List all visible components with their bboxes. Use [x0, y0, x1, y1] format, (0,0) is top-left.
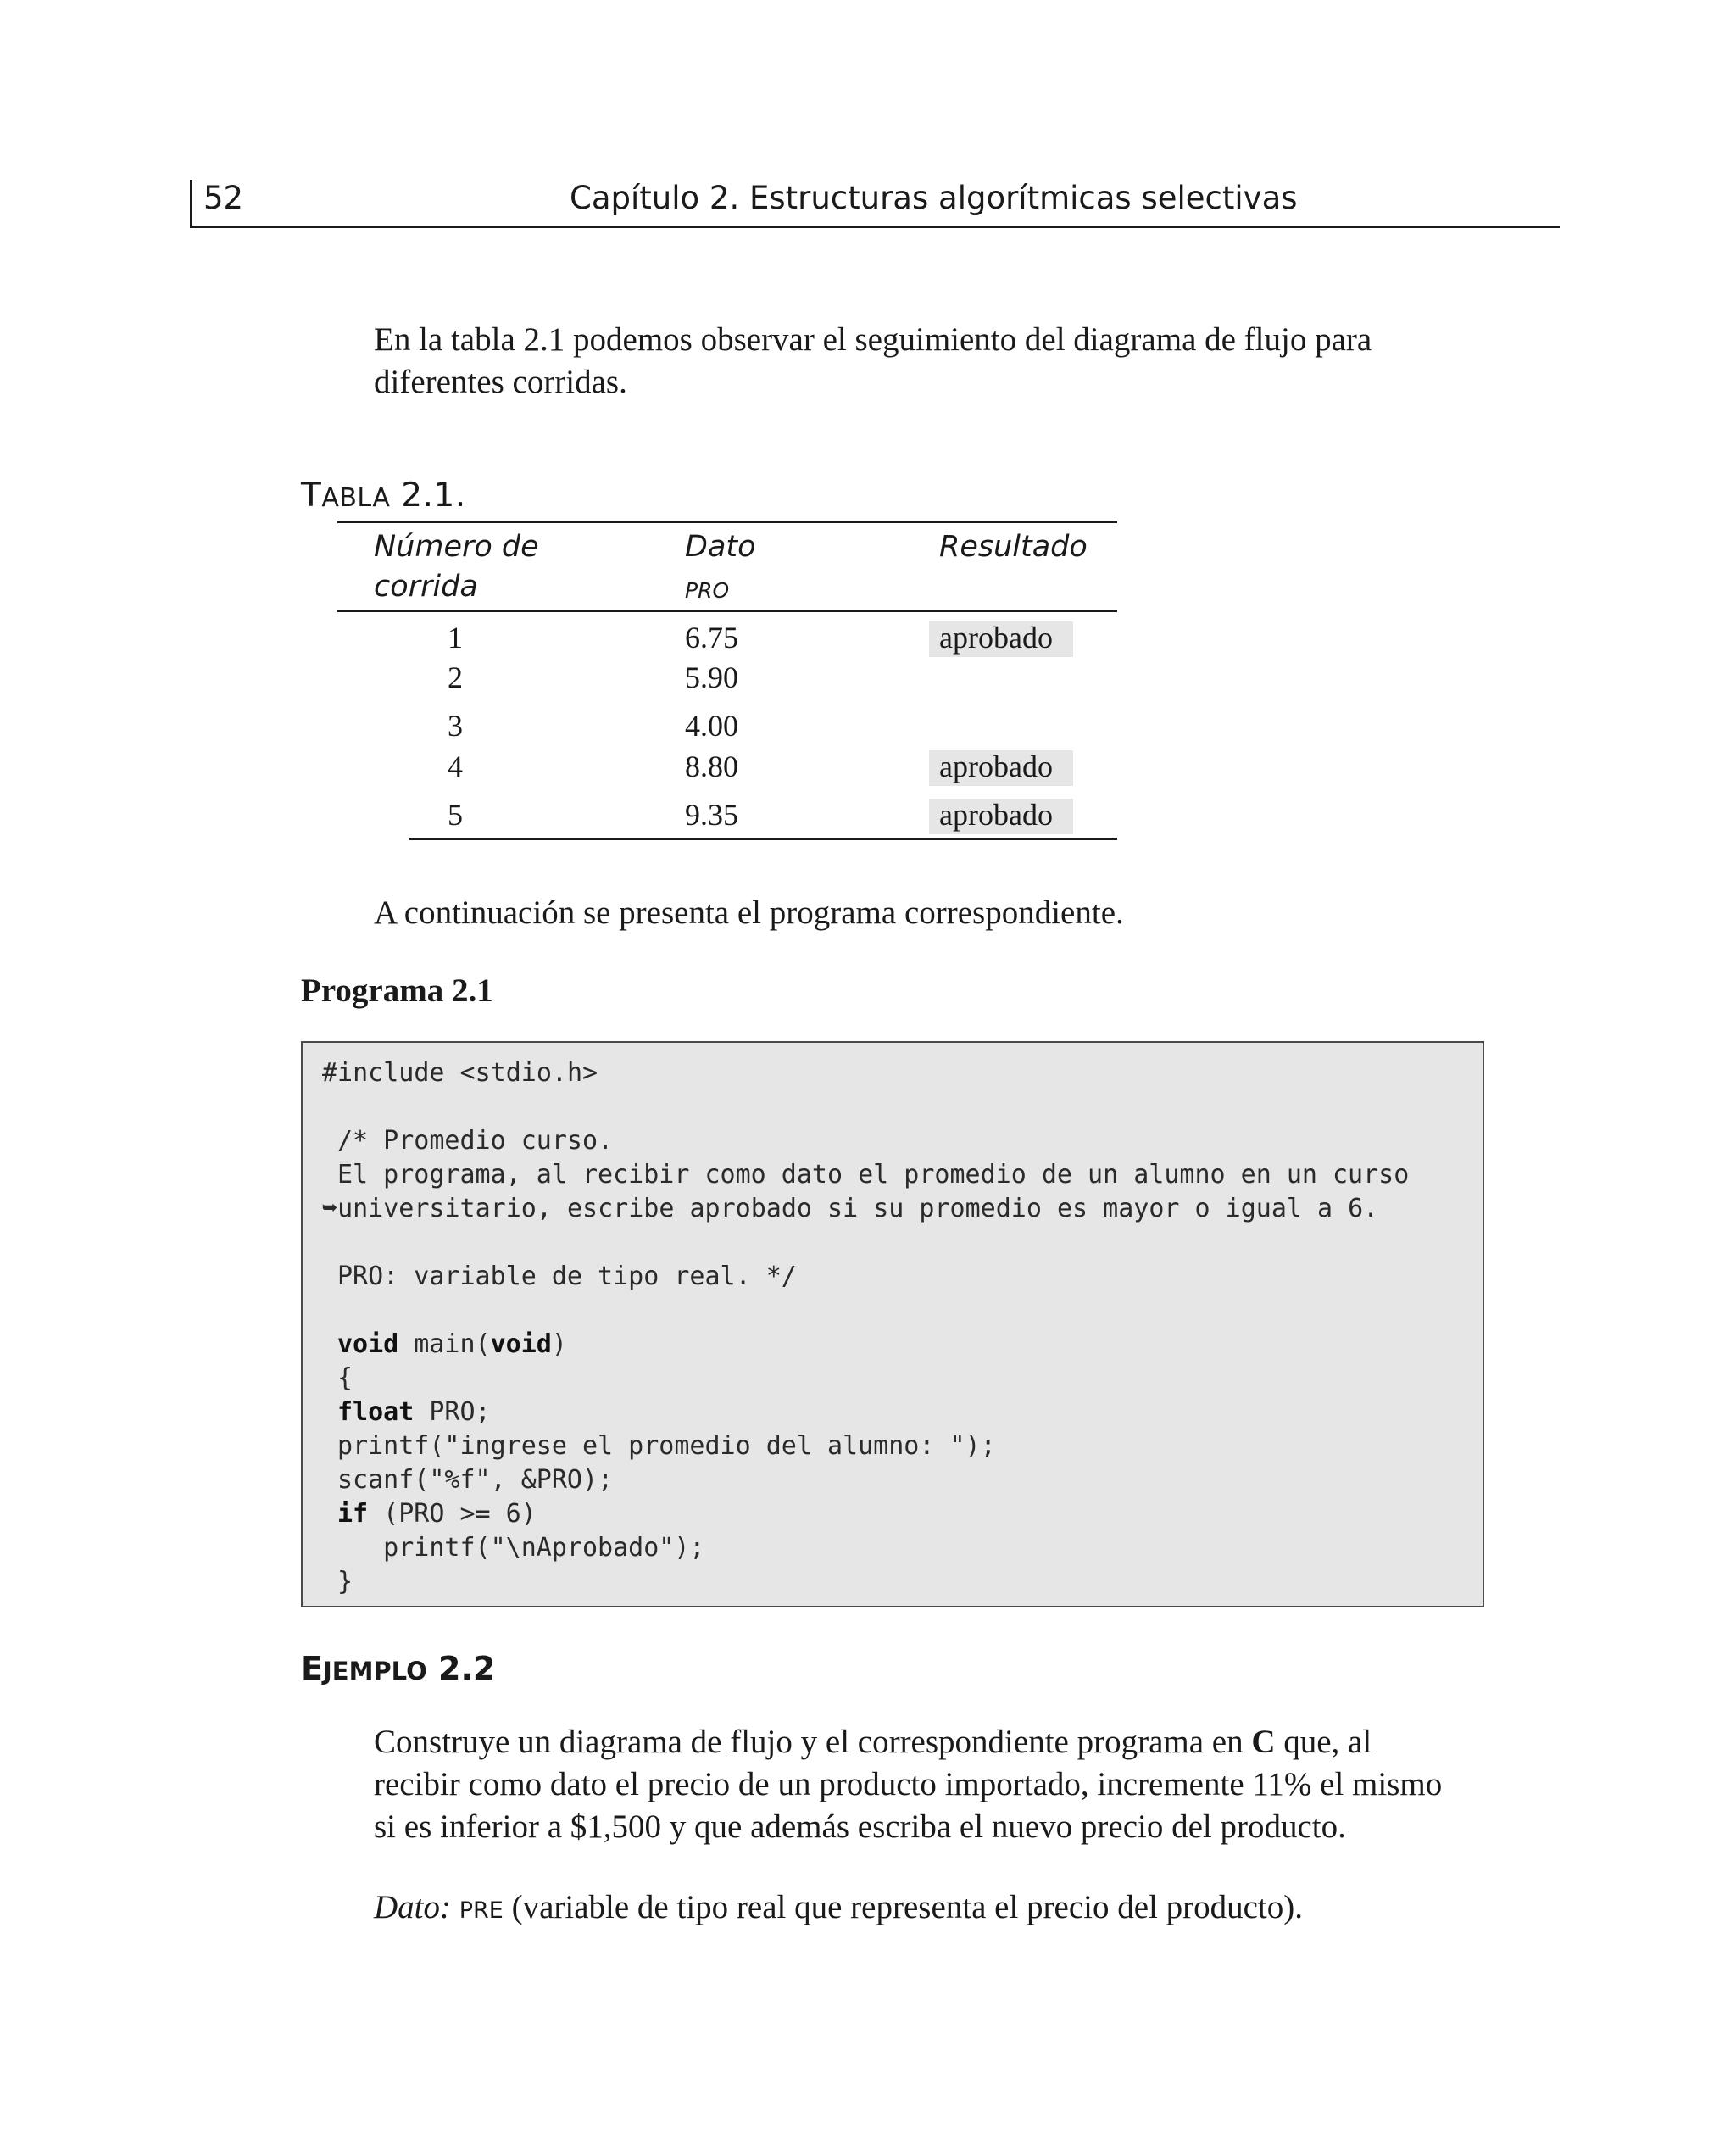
cell-result: aprobado [939, 621, 1053, 655]
example-heading: EJEMPLO 2.2 [301, 1650, 496, 1687]
code-line: } [337, 1567, 353, 1596]
running-title: Capítulo 2. Estructuras algorítmicas selectivas [570, 180, 1298, 216]
code-line: #include <stdio.h> [322, 1058, 598, 1088]
header-run-number: Número de corrida [374, 530, 539, 604]
continuation-arrow-icon: ➥ [322, 1194, 338, 1223]
code-line: printf("ingrese el promedio del alumno: "); [337, 1431, 996, 1461]
header-result: Resultado [939, 530, 1088, 564]
example-line-3: si es inferior a $1,500 y que además escriba el nuevo precio del producto. [374, 1808, 1346, 1845]
page-header [190, 176, 1560, 228]
code-line: ➥universitario, escribe aprobado si su promedio es mayor o igual a 6. [322, 1194, 1379, 1223]
cell-pro: 8.80 [685, 749, 738, 783]
cell-run: 2 [448, 660, 463, 694]
table-label: TABLA 2.1. [301, 476, 466, 515]
intro-line-2: diferentes corridas. [374, 364, 627, 400]
header-pro: PRO [685, 578, 730, 603]
code-line: printf("\nAprobado"); [337, 1533, 705, 1563]
cell-result: aprobado [939, 749, 1053, 783]
cell-pro: 9.35 [685, 798, 738, 832]
dato-label: Dato: [374, 1889, 451, 1925]
code-line: El programa, al recibir como dato el promedio de un alumno en un curso [337, 1160, 1410, 1189]
code-line: { [337, 1363, 353, 1393]
cell-pro: 6.75 [685, 621, 738, 655]
table-bottom-rule [409, 838, 1117, 840]
dato-variable: PRE [459, 1897, 504, 1924]
code-line: scanf("%f", &PRO); [337, 1465, 614, 1495]
code-listing [301, 1041, 1484, 1607]
cell-pro: 5.90 [685, 660, 738, 694]
dato-line [374, 1886, 1303, 1932]
code-line: void main(void) [337, 1329, 567, 1359]
header-dato: Dato [685, 530, 756, 564]
table-top-rule [337, 521, 1117, 523]
cell-result: aprobado [939, 798, 1053, 832]
intro-paragraph [374, 319, 1372, 404]
code-line: if (PRO >= 6) [337, 1499, 537, 1529]
dato-description: (variable de tipo real que representa el precio del producto). [503, 1889, 1304, 1925]
example-paragraph [374, 1721, 1442, 1848]
code-line: /* Promedio curso. [337, 1126, 614, 1156]
code-line: PRO: variable de tipo real. */ [337, 1262, 797, 1291]
table-header-rule [337, 610, 1117, 612]
example-line-2: recibir como dato el precio de un producto importado, incremente 11% el mismo [374, 1766, 1443, 1802]
continuation-text: A continuación se presenta el programa correspondiente. [374, 894, 1124, 931]
example-line-1: Construye un diagrama de flujo y el correspondiente programa en C que, al [374, 1724, 1372, 1760]
cell-run: 1 [448, 621, 463, 655]
intro-line-1: En la tabla 2.1 podemos observar el seguimiento del diagrama de flujo para [374, 321, 1372, 358]
page-number: 52 [203, 180, 244, 216]
program-title: Programa 2.1 [301, 972, 493, 1009]
cell-run: 3 [448, 709, 463, 743]
cell-run: 5 [448, 798, 463, 832]
cell-pro: 4.00 [685, 709, 738, 743]
cell-run: 4 [448, 749, 463, 783]
code-line: float PRO; [337, 1397, 491, 1427]
